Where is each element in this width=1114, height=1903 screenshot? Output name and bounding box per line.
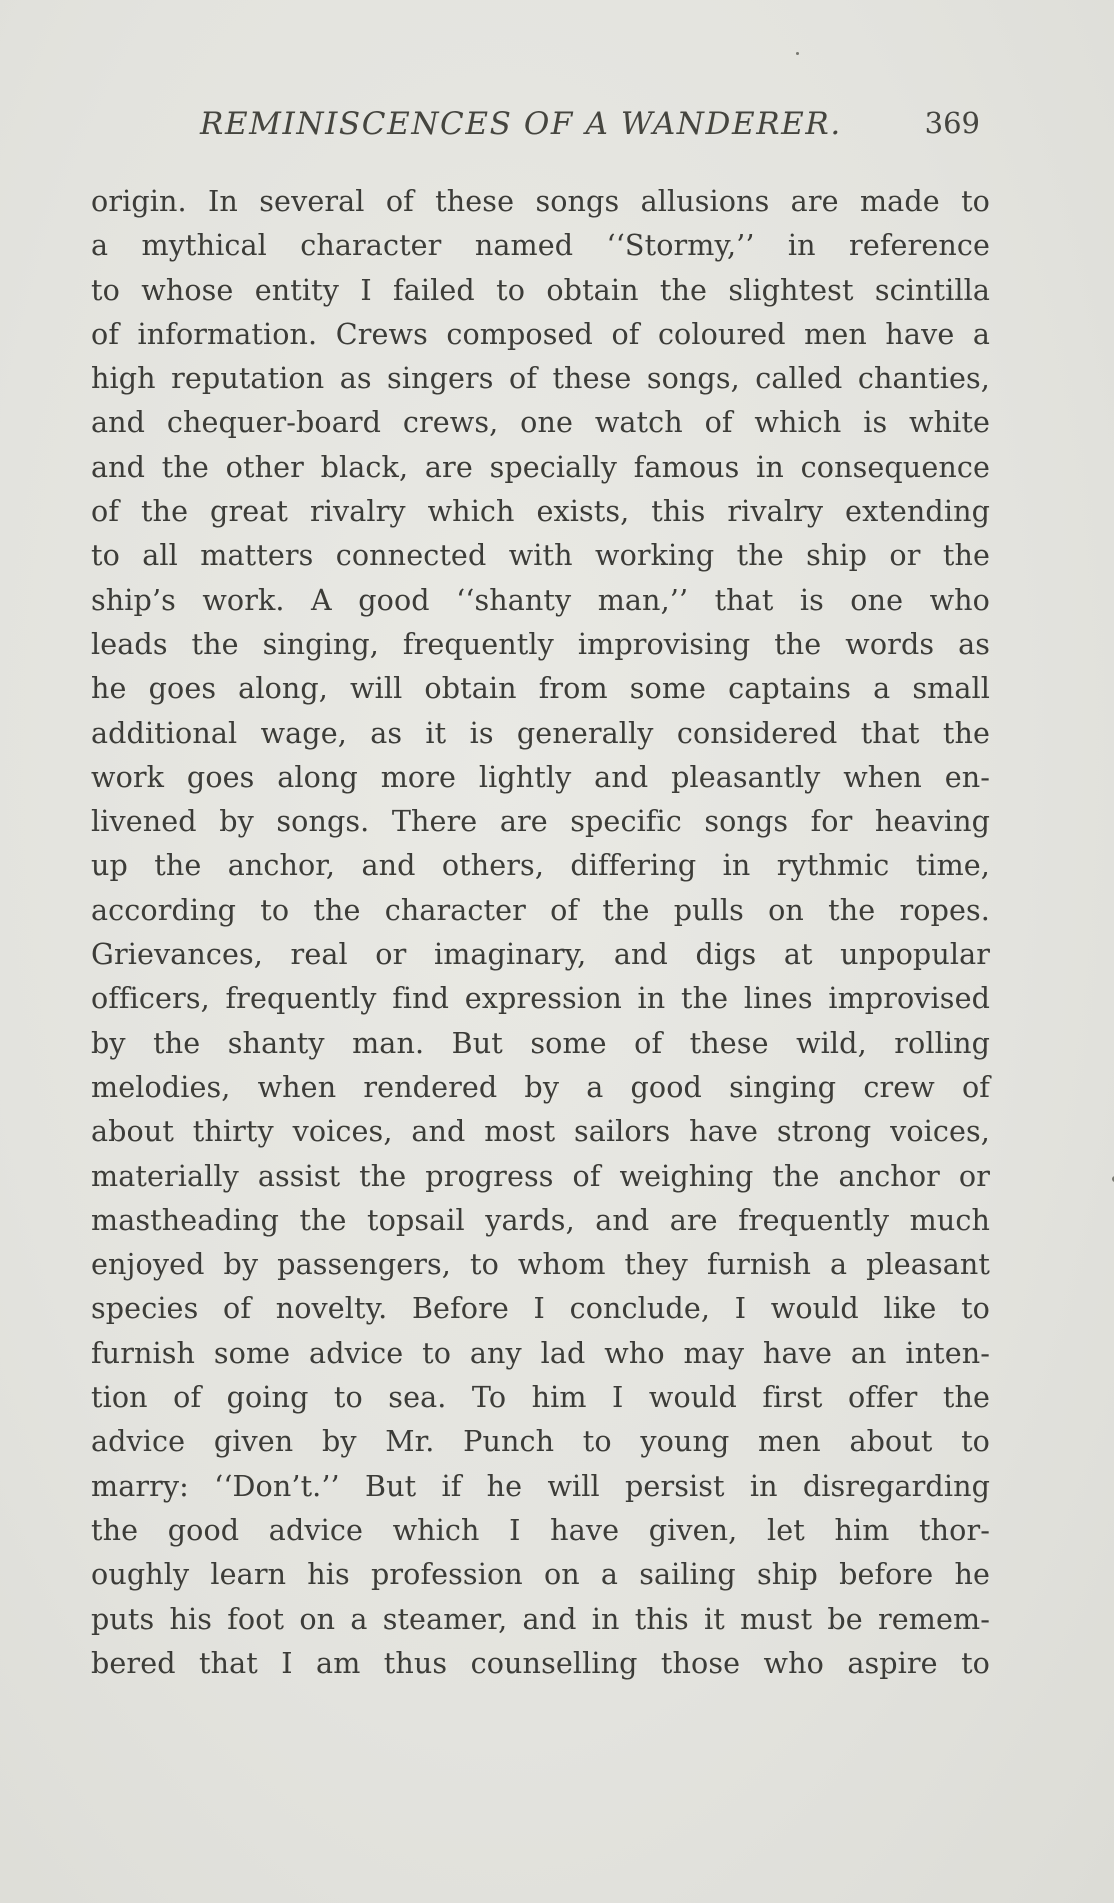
text-line: livened by songs. There are specific songs for heaving (91, 804, 990, 839)
text-line: of information. Crews composed of coloured men have a (91, 316, 990, 351)
text-line: about thirty voices, and most sailors have strong voices, (91, 1114, 990, 1149)
text-line: species of novelty. Before I conclude, I would like to (91, 1291, 990, 1326)
text-line: origin. In several of these songs allusions are made to (91, 184, 990, 218)
text-line: up the anchor, and others, differing in rythmic time, (91, 848, 990, 883)
page-number: 369 (924, 106, 980, 140)
text-line: advice given by Mr. Punch to young men about to (91, 1424, 990, 1459)
text-line: and chequer-board crews, one watch of which is white (91, 405, 990, 440)
text-line: of the great rivalry which exists, this rivalry extending (91, 494, 990, 529)
text-line: to whose entity I failed to obtain the slightest scintilla (91, 272, 990, 307)
text-line: ship’s work. A good ‘‘shanty man,’’ that is one who (91, 582, 990, 617)
text-line: tion of going to sea. To him I would first offer the (91, 1380, 990, 1415)
text-line: he goes along, will obtain from some captains a small (91, 671, 990, 706)
running-title: REMINISCENCES OF A WANDERER. (200, 106, 842, 142)
text-line: work goes along more lightly and pleasantly when en- (91, 759, 990, 794)
text-line: to all matters connected with working the ship or the (91, 538, 990, 573)
text-line: furnish some advice to any lad who may have an inten- (91, 1335, 990, 1370)
text-line: mastheading the topsail yards, and are frequently much (91, 1202, 990, 1237)
paper-speck (796, 52, 799, 55)
text-line: melodies, when rendered by a good singing crew of (91, 1069, 990, 1104)
text-line: materially assist the progress of weighing the anchor or (91, 1158, 990, 1193)
text-line: a mythical character named ‘‘Stormy,’’ in reference (91, 228, 990, 263)
text-line: high reputation as singers of these songs, called chanties, (91, 361, 990, 396)
text-line: enjoyed by passengers, to whom they furnish a pleasant (91, 1247, 990, 1282)
running-head (90, 106, 990, 154)
text-line: officers, frequently find expression in the lines improvised (91, 981, 990, 1016)
text-line: marry: ‘‘Don’t.’’ But if he will persist in disregarding (91, 1468, 990, 1503)
text-line: Grievances, real or imaginary, and digs at unpopular (91, 937, 990, 972)
text-line: according to the character of the pulls on the ropes. (91, 892, 990, 927)
text-line: oughly learn his profession on a sailing ship before he (91, 1557, 990, 1592)
text-line: puts his foot on a steamer, and in this it must be remem- (91, 1601, 990, 1636)
text-line: and the other black, are specially famous in consequence (91, 449, 990, 484)
text-line: by the shanty man. But some of these wild, rolling (91, 1025, 990, 1060)
body-text (91, 179, 990, 1685)
text-line: bered that I am thus counselling those who aspire to (91, 1645, 990, 1680)
text-line: additional wage, as it is generally considered that the (91, 715, 990, 750)
text-line: the good advice which I have given, let him thor- (91, 1512, 990, 1547)
text-line: leads the singing, frequently improvising the words as (91, 626, 990, 661)
